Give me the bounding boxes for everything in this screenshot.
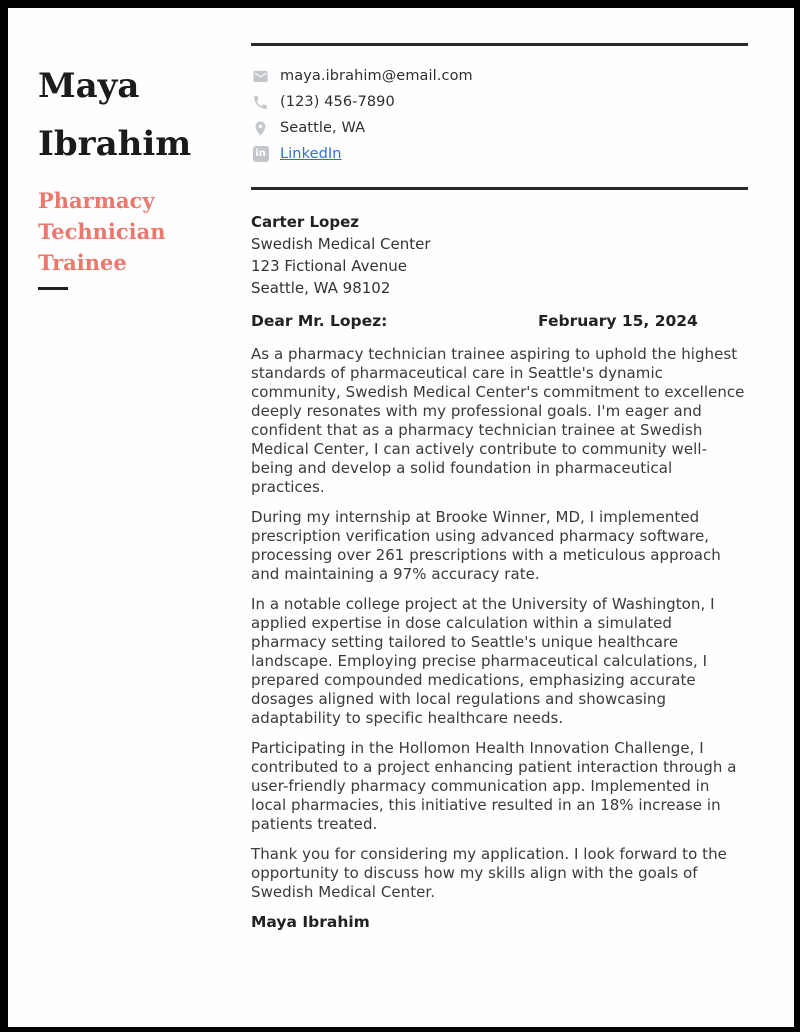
paragraph-1: As a pharmacy technician trainee aspiring to uphold the highest standards of pharmaceutical care in Seattle's dynamic community, Swedish Medical Center's commitment to excellence deeply resonates with my professional goals. I'm eager and confident that as a pharmacy technician trainee at Swedish Medical Center, I can actively contribute to community well-being and develop a solid foundation in pharmaceutical practices. xyxy=(251,345,745,496)
salutation-row xyxy=(251,311,748,331)
salutation: Dear Mr. Lopez: xyxy=(251,312,388,330)
contact-section xyxy=(251,46,748,187)
recipient-city: Seattle, WA 98102 xyxy=(251,279,391,297)
linkedin-link[interactable]: LinkedIn xyxy=(280,146,342,162)
recipient-block xyxy=(251,211,748,299)
phone-icon xyxy=(252,94,269,111)
contact-location: Seattle, WA xyxy=(280,120,366,136)
envelope-icon xyxy=(252,68,269,85)
job-title: Pharmacy Technician Trainee xyxy=(38,187,166,275)
sidebar xyxy=(38,8,228,290)
contact-phone: (123) 456-7890 xyxy=(280,94,395,110)
contact-email: maya.ibrahim@email.com xyxy=(280,68,473,84)
contact-row-location xyxy=(252,115,748,141)
linkedin-icon: in xyxy=(252,146,269,163)
letter-date: February 15, 2024 xyxy=(538,312,698,330)
paragraph-3: In a notable college project at the University of Washington, I applied expertise in dose calculation within a simulated pharmacy setting tailored to Seattle's unique healthcare landscape. Employing precise pharmaceutical calculations, I prepared compounded medications, emphasizing accurate dosages aligned with local regulations and showcasing adaptability to specific healthcare needs. xyxy=(251,595,715,727)
contact-row-linkedin xyxy=(252,141,748,167)
recipient-street: 123 Fictional Avenue xyxy=(251,257,407,275)
recipient-name: Carter Lopez xyxy=(251,213,359,231)
paragraph-5: Thank you for considering my application. I look forward to the opportunity to discuss how my skills align with the goals of Swedish Medical Center. xyxy=(251,845,727,901)
contact-row-phone xyxy=(252,89,748,115)
recipient-company: Swedish Medical Center xyxy=(251,235,431,253)
location-pin-icon xyxy=(252,120,269,137)
signature: Maya Ibrahim xyxy=(251,913,370,931)
paragraph-4: Participating in the Hollomon Health Innovation Challenge, I contributed to a project enhancing patient interaction through a user-friendly pharmacy communication app. Implemented in local pharmacies, this initiative resulted in an 18% increase in patients treated. xyxy=(251,739,737,833)
letter-body xyxy=(251,345,748,902)
letter-column xyxy=(251,8,748,931)
paragraph-2: During my internship at Brooke Winner, MD, I implemented prescription verification using advanced pharmacy software, processing over 261 prescriptions with a meticulous approach and maintaining a 97% accuracy rate. xyxy=(251,508,721,583)
title-dash-divider xyxy=(38,287,68,290)
person-name: Maya Ibrahim xyxy=(38,66,192,164)
bottom-rule xyxy=(251,187,748,190)
contact-row-email xyxy=(252,63,748,89)
